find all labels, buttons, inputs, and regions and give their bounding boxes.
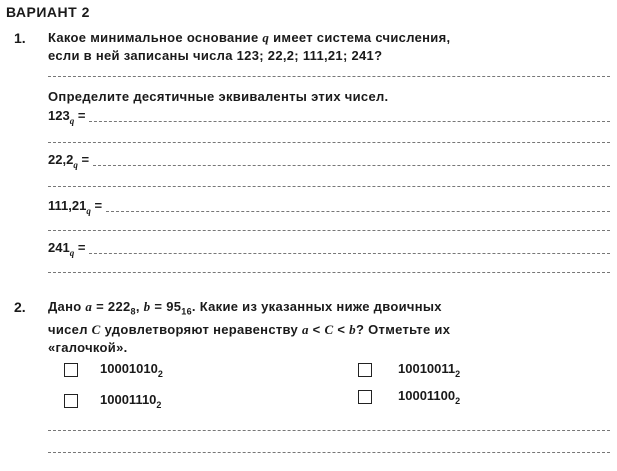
answer-line[interactable] bbox=[48, 230, 610, 231]
variant-heading: ВАРИАНТ 2 bbox=[6, 4, 90, 20]
answer-line[interactable] bbox=[48, 186, 610, 187]
q1-item-111-21 bbox=[48, 198, 610, 216]
checkbox[interactable] bbox=[358, 390, 372, 404]
q1-line1-part-a: Какое минимальное основание bbox=[48, 30, 263, 45]
q1-item-22-2 bbox=[48, 152, 610, 170]
answer-field[interactable] bbox=[89, 253, 610, 254]
answer-line[interactable] bbox=[48, 452, 610, 453]
answer-field[interactable] bbox=[89, 121, 610, 122]
q1-line1-part-b: имеет система счисления, bbox=[269, 30, 451, 45]
q1-item-label: $241_q$ = bbox=[48, 240, 86, 258]
option-10001110[interactable]: $10001110_2$ bbox=[64, 392, 161, 410]
question-2-text bbox=[48, 298, 613, 357]
q1-item-label: $123_q$ = bbox=[48, 108, 86, 126]
question-1-line-2: если в ней записаны числа 123; 22,2; 111,21; 241? bbox=[48, 48, 383, 63]
question-2-number: 2. bbox=[14, 299, 26, 315]
answer-line[interactable] bbox=[48, 142, 610, 143]
checkbox[interactable] bbox=[64, 363, 78, 377]
q1-item-label: $22,2_q$ = bbox=[48, 152, 90, 170]
checkbox[interactable] bbox=[64, 394, 78, 408]
q1-item-label: $111,21_q$ = bbox=[48, 198, 103, 216]
option-10001010[interactable]: $10001010_2$ bbox=[64, 361, 163, 379]
question-2-line-1: Дано $a = 222_8$, $b = 95_{16}$. Какие из указанных ниже двоичных bbox=[48, 299, 442, 317]
question-2-line-3: «галочкой». bbox=[48, 339, 128, 355]
question-2-line-2: чисел C удовлетворяют неравенству a < C < b? Отметьте их bbox=[48, 321, 451, 337]
question-1-number: 1. bbox=[14, 30, 26, 46]
q1-item-241 bbox=[48, 240, 610, 258]
answer-field[interactable] bbox=[106, 211, 610, 212]
option-10010011[interactable]: $10010011_2$ bbox=[358, 361, 460, 379]
option-10001100[interactable]: $10001100_2$ bbox=[358, 388, 460, 406]
answer-line[interactable] bbox=[48, 430, 610, 431]
answer-field[interactable] bbox=[93, 165, 610, 166]
q1-item-123 bbox=[48, 108, 610, 126]
answer-line[interactable] bbox=[48, 76, 610, 77]
question-1-subprompt: Определите десятичные эквиваленты этих чисел. bbox=[48, 89, 389, 104]
checkbox[interactable] bbox=[358, 363, 372, 377]
question-1-line-1 bbox=[48, 29, 608, 47]
question-1-text bbox=[48, 29, 608, 65]
q1-variable-q: q bbox=[262, 30, 270, 45]
answer-line[interactable] bbox=[48, 272, 610, 273]
